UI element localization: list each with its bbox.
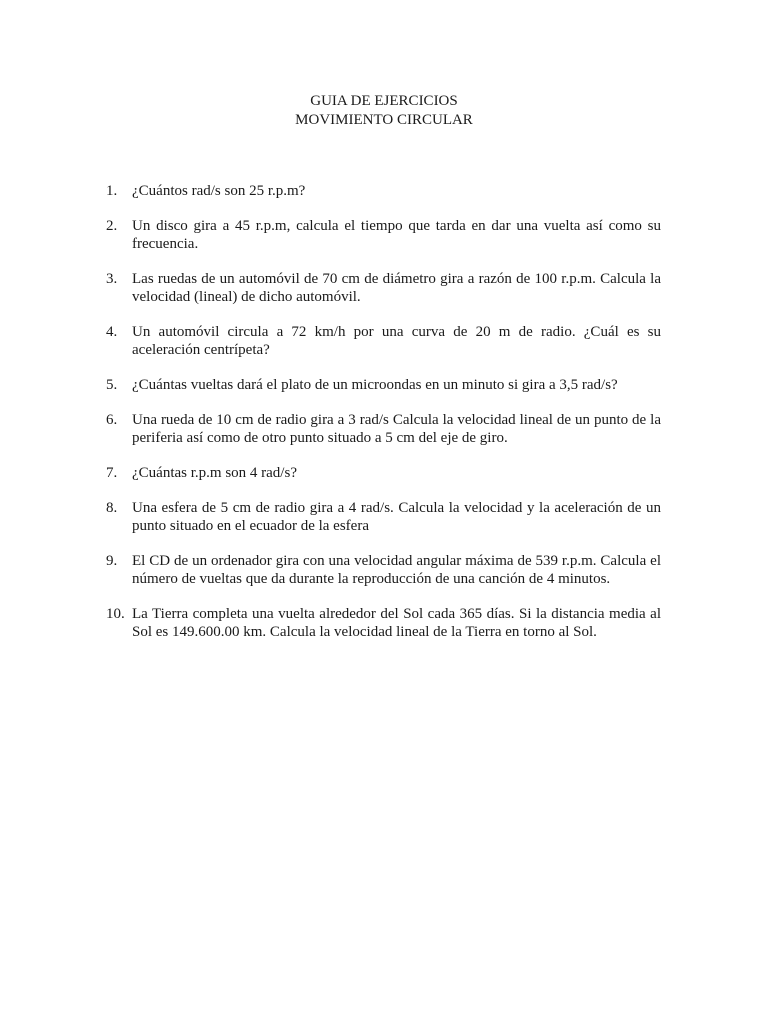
exercise-number: 7. (106, 465, 118, 481)
exercise-item-9 (106, 552, 661, 588)
document-title (0, 92, 768, 130)
exercise-text: ¿Cuántos rad/s son 25 r.p.m? (132, 183, 306, 199)
exercise-number: 4. (106, 324, 118, 340)
exercise-item-10 (106, 605, 661, 641)
exercise-item-4 (106, 323, 661, 359)
exercise-item-1 (106, 182, 661, 200)
exercise-item-5 (106, 376, 661, 394)
exercise-number: 6. (106, 412, 118, 428)
exercise-number: 5. (106, 377, 118, 393)
exercise-text: Una esfera de 5 cm de radio gira a 4 rad/s. Calcula la velocidad y la aceleración de un punto situado en el ecuador de la esfera (132, 500, 661, 534)
title-line-1: GUIA DE EJERCICIOS (310, 93, 458, 109)
exercise-text: Un automóvil circula a 72 km/h por una curva de 20 m de radio. ¿Cuál es su aceleración centrípeta? (132, 324, 661, 358)
exercise-number: 2. (106, 218, 118, 234)
exercise-text: La Tierra completa una vuelta alrededor del Sol cada 365 días. Si la distancia media al Sol es 149.600.00 km. Calcula la velocidad lineal de la Tierra en torno al Sol. (132, 606, 661, 640)
exercise-item-2 (106, 217, 661, 253)
exercise-text: Una rueda de 10 cm de radio gira a 3 rad/s Calcula la velocidad lineal de un punto de la periferia así como de otro punto situado a 5 cm del eje de giro. (132, 412, 661, 446)
title-line-2: MOVIMIENTO CIRCULAR (295, 112, 473, 128)
exercise-item-6 (106, 411, 661, 447)
exercise-text: ¿Cuántas vueltas dará el plato de un microondas en un minuto si gira a 3,5 rad/s? (132, 377, 618, 393)
exercise-number: 10. (106, 606, 125, 622)
exercise-list (106, 182, 661, 658)
exercise-text: El CD de un ordenador gira con una velocidad angular máxima de 539 r.p.m. Calcula el número de vueltas que da durante la reproducción de una canción de 4 minutos. (132, 553, 661, 587)
exercise-item-3 (106, 270, 661, 306)
exercise-text: Un disco gira a 45 r.p.m, calcula el tiempo que tarda en dar una vuelta así como su frecuencia. (132, 218, 661, 252)
exercise-item-7 (106, 464, 661, 482)
exercise-number: 9. (106, 553, 118, 569)
exercise-text: Las ruedas de un automóvil de 70 cm de diámetro gira a razón de 100 r.p.m. Calcula la velocidad (lineal) de dicho automóvil. (132, 271, 661, 305)
exercise-text: ¿Cuántas r.p.m son 4 rad/s? (132, 465, 297, 481)
exercise-item-8 (106, 499, 661, 535)
exercise-number: 1. (106, 183, 118, 199)
exercise-number: 8. (106, 500, 118, 516)
exercise-number: 3. (106, 271, 118, 287)
